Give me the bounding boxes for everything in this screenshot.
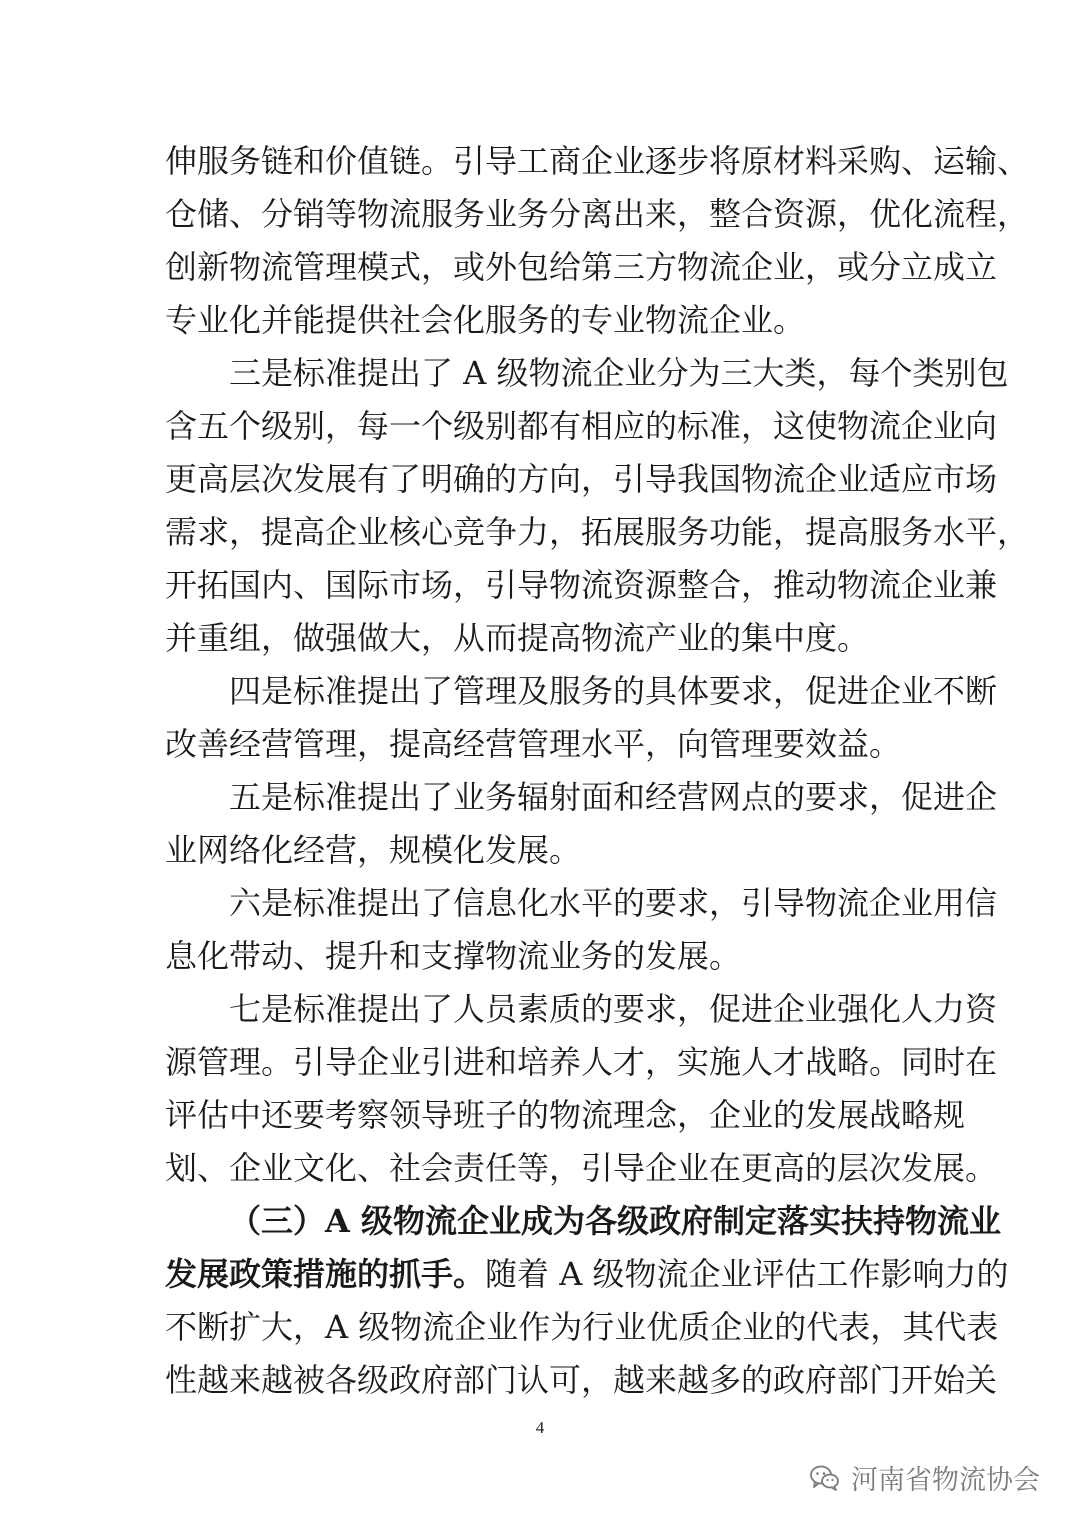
text-line: 息化带动、提升和支撑物流业务的发展。 (165, 937, 742, 975)
text-line: 更高层次发展有了明确的方向，引导我国物流企业适应市场 (165, 460, 998, 498)
text-line: 五是标准提出了业务辐射面和经营网点的要求，促进企 (229, 778, 998, 816)
text-line: 创新物流管理模式，或外包给第三方物流企业，或分立成立 (165, 248, 998, 286)
text-line: 三是标准提出了 A 级物流企业分为三大类，每个类别包 (229, 354, 1009, 392)
wechat-icon (809, 1462, 841, 1494)
text-line: 并重组，做强做大，从而提高物流产业的集中度。 (165, 619, 870, 657)
section-heading-bold-tail: 发展政策措施的抓手。 (165, 1255, 486, 1293)
text-line: 评估中还要考察领导班子的物流理念，企业的发展战略规 (165, 1096, 966, 1134)
watermark-text: 河南省物流协会 (851, 1465, 1040, 1496)
section-body-line-3: 不断扩大，A 级物流企业作为行业优质企业的代表，其代表 (165, 1308, 999, 1346)
text-line: 专业化并能提供社会化服务的专业物流企业。 (165, 301, 806, 339)
text-line: 改善经营管理，提高经营管理水平，向管理要效益。 (165, 725, 902, 763)
text-line: 四是标准提出了管理及服务的具体要求，促进企业不断 (229, 672, 998, 710)
text-line: 伸服务链和价值链。引导工商企业逐步将原材料采购、运输、 (165, 142, 1030, 180)
section-heading-line-2 (165, 1248, 1009, 1301)
text-line: 仓储、分销等物流服务业务分离出来，整合资源，优化流程， (165, 195, 1030, 233)
section-body-line-4: 性越来越被各级政府部门认可，越来越多的政府部门开始关 (165, 1361, 998, 1399)
page-number: 4 (535, 1418, 545, 1437)
text-line: 业网络化经营，规模化发展。 (165, 831, 582, 869)
paragraph-lines (165, 135, 1030, 1195)
document-body (165, 135, 1030, 1407)
text-line: 需求，提高企业核心竞争力，拓展服务功能，提高服务水平， (165, 513, 1030, 551)
text-line: 开拓国内、国际市场，引导物流资源整合，推动物流企业兼 (165, 566, 998, 604)
section-heading-line-1: （三）A 级物流企业成为各级政府制定落实扶持物流业 (229, 1202, 1001, 1240)
text-line: 划、企业文化、社会责任等，引导企业在更高的层次发展。 (165, 1149, 998, 1187)
text-line: 六是标准提出了信息化水平的要求，引导物流企业用信 (229, 884, 998, 922)
text-line: 七是标准提出了人员素质的要求，促进企业强化人力资 (229, 990, 998, 1028)
watermark (809, 1458, 1040, 1497)
text-line: 源管理。引导企业引进和培养人才，实施人才战略。同时在 (165, 1043, 998, 1081)
section-body-start: 随着 A 级物流企业评估工作影响力的 (485, 1255, 1009, 1293)
text-line: 含五个级别，每一个级别都有相应的标准，这使物流企业向 (165, 407, 998, 445)
